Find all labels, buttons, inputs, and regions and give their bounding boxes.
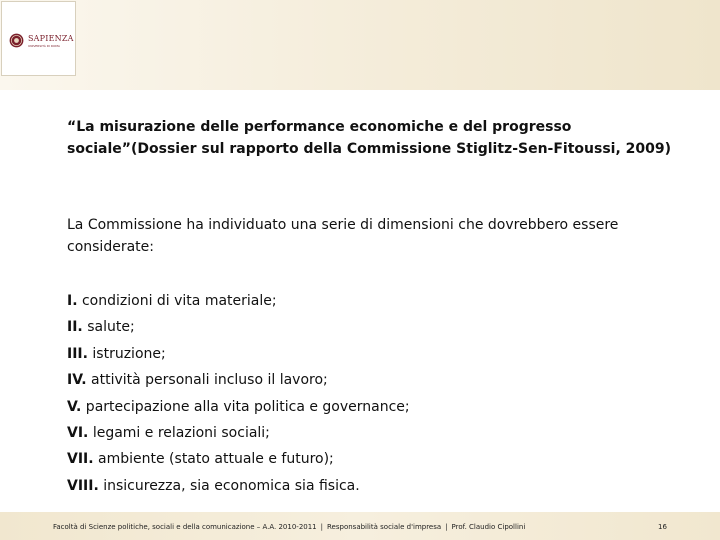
intro-text: La Commissione ha individuato una serie di dimensioni che dovrebbero essere considerate: bbox=[67, 217, 619, 255]
item-number: IV. bbox=[67, 372, 87, 389]
logo-subtitle: UNIVERSITÀ DI ROMA bbox=[28, 44, 60, 48]
item-number: I. bbox=[67, 293, 78, 309]
page-number: 16 bbox=[658, 523, 667, 531]
item-number: VI. bbox=[67, 425, 89, 442]
header-band bbox=[0, 0, 720, 90]
item-text: legami e relazioni sociali; bbox=[88, 425, 270, 442]
footer-professor: Prof. Claudio Cipollini bbox=[451, 523, 526, 531]
item-text: istruzione; bbox=[87, 345, 166, 362]
list-item bbox=[67, 341, 410, 367]
list-item bbox=[67, 420, 410, 446]
list-item bbox=[67, 367, 410, 393]
footer-faculty: Facoltà di Scienze politiche, sociali e della comunicazione – A.A. 2010-2011 bbox=[53, 523, 317, 531]
list-item bbox=[67, 473, 410, 499]
footer-course: Responsabilità sociale d'impresa bbox=[327, 523, 442, 531]
list-item bbox=[67, 446, 410, 472]
item-text: condizioni di vita materiale; bbox=[77, 293, 277, 309]
list-item bbox=[67, 394, 410, 420]
item-text: attività personali incluso il lavoro; bbox=[86, 372, 328, 389]
item-text: salute; bbox=[82, 319, 135, 336]
footer-separator: | bbox=[320, 523, 323, 531]
sapienza-seal-icon bbox=[9, 33, 24, 48]
dimensions-list bbox=[67, 288, 410, 499]
item-number: III. bbox=[67, 345, 88, 362]
item-number: II. bbox=[67, 319, 83, 336]
logo-name: SAPIENZA bbox=[28, 34, 74, 43]
university-logo bbox=[1, 1, 76, 76]
item-text: ambiente (stato attuale e futuro); bbox=[93, 451, 334, 468]
item-number: V. bbox=[67, 398, 82, 415]
list-item bbox=[67, 314, 410, 340]
slide-title: “La misurazione delle performance economiche e del progresso sociale”(Dossier sul rapporto della Commissione Stiglitz-Sen-Fitoussi, 2009) bbox=[67, 119, 672, 157]
item-number: VIII. bbox=[67, 477, 99, 494]
footer-separator: | bbox=[445, 523, 448, 531]
list-item bbox=[67, 288, 410, 314]
footer-text bbox=[53, 523, 525, 531]
item-text: insicurezza, sia economica sia fisica. bbox=[98, 477, 360, 494]
item-number: VII. bbox=[67, 451, 94, 468]
item-text: partecipazione alla vita politica e governance; bbox=[81, 398, 410, 415]
